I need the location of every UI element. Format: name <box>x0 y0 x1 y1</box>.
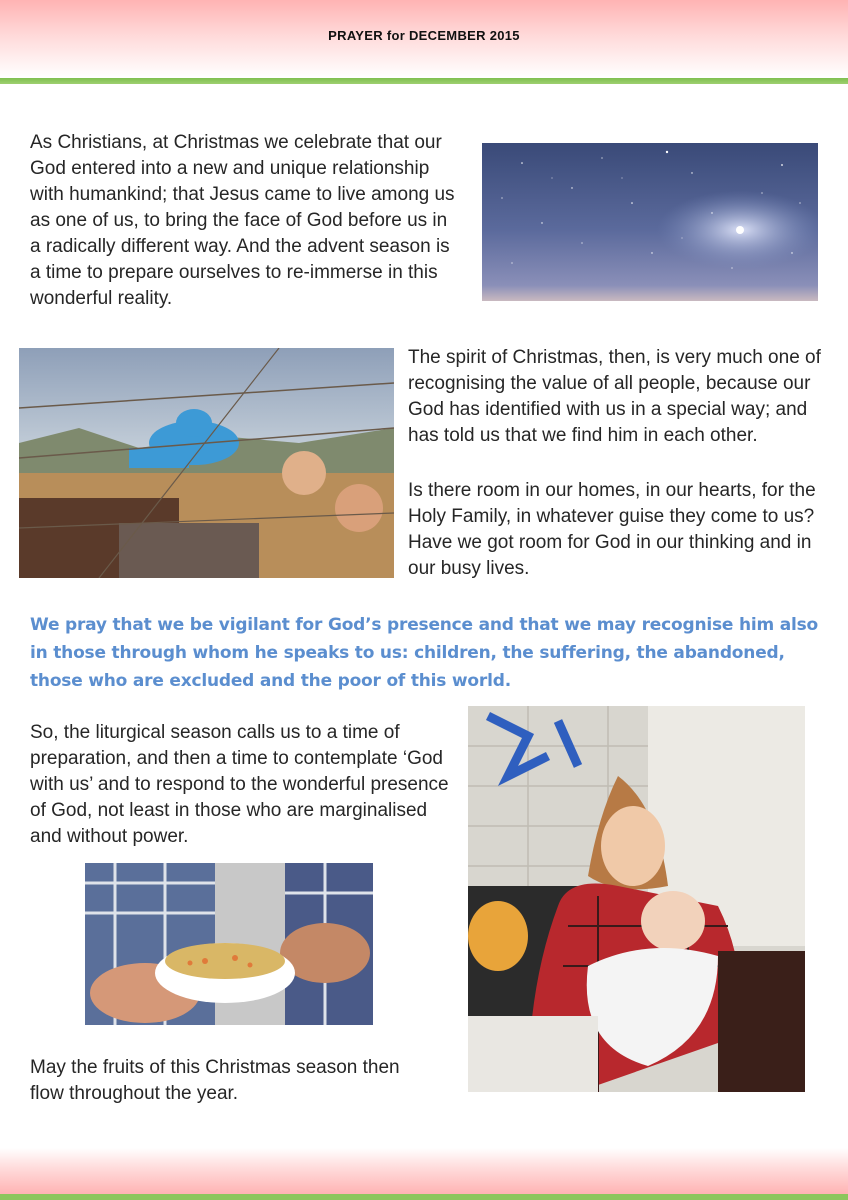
header-divider <box>0 78 848 84</box>
spirit-paragraph: The spirit of Christmas, then, is very much one of recognising the value of all people, because our God has identified with us in a special way; and has told us that we find him in each other. <box>408 347 821 446</box>
soup-bowl-photo <box>85 863 373 1025</box>
liturgical-paragraph: So, the liturgical season calls us to a time of preparation, and then a time to contemplate ‘God with us’ and to respond to the wonderful presence of God, not least in those who are marginalised and without power. <box>30 722 449 847</box>
starry-sky-photo <box>482 143 818 301</box>
intro-paragraph: As Christians, at Christmas we celebrate that our God entered into a new and unique relationship with humankind; that Jesus came to live among us as one of us, to bring the face of God before us in a radically different way. And the advent season is a time to prepare ourselves to re-immerse in this wonderful reality. <box>30 132 455 309</box>
prayer-paragraph: We pray that we be vigilant for God’s presence and that we may recognise him also in those through whom he speaks to us: children, the suffering, the abandoned, those who are excluded and the poor of this world. <box>30 615 819 691</box>
footer-band <box>0 1148 848 1194</box>
child-barbed-wire-photo <box>19 348 394 578</box>
closing-paragraph: May the fruits of this Christmas season then flow throughout the year. <box>30 1057 400 1104</box>
page-title: PRAYER for DECEMBER 2015 <box>328 28 520 43</box>
mother-and-baby-photo <box>468 706 805 1092</box>
room-paragraph: Is there room in our homes, in our hearts, for the Holy Family, in whatever guise they come to us? Have we got room for God in our thinking and in our busy lives. <box>408 480 816 579</box>
footer-divider <box>0 1194 848 1200</box>
